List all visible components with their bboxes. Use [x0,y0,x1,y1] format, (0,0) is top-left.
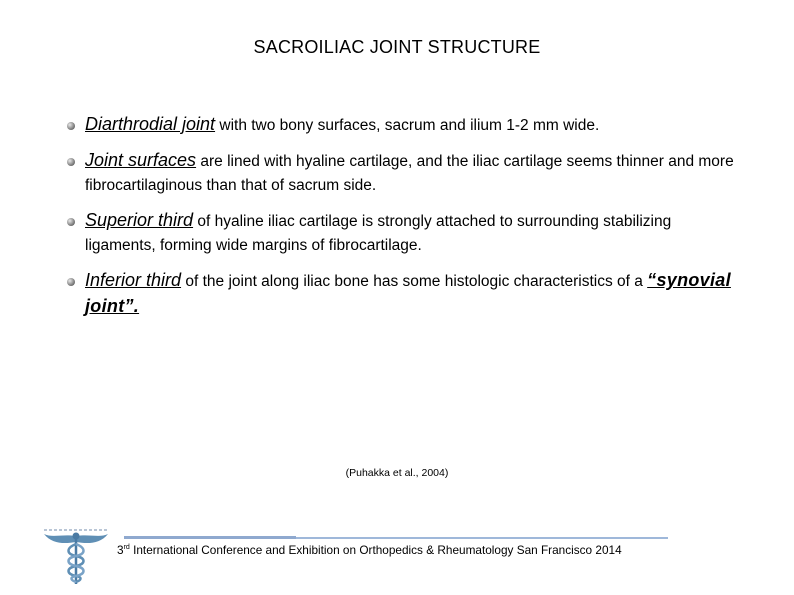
bullet-item-inferior-third [66,268,746,320]
footer-divider-line [296,537,668,539]
bullet-text: with two bony surfaces, sacrum and ilium 1-2 mm wide. [215,117,600,134]
bullet-term: Superior third [85,210,194,230]
bullet-emphasis: “synovial joint”. [85,270,731,316]
bullet-item-joint-surfaces [66,148,746,198]
bullet-list [66,112,746,320]
citation: (Puhakka et al., 2004) [345,467,449,479]
footer-conference-text [117,543,622,557]
bullet-icon [67,158,75,166]
footer-accent-line [124,536,296,539]
slide-title: SACROILIAC JOINT STRUCTURE [253,37,541,57]
bullet-icon [67,218,75,226]
caduceus-icon [38,522,114,588]
bullet-icon [67,278,75,286]
bullet-text: of the joint along iliac bone has some histologic characteristics of a [181,273,648,290]
bullet-icon [67,122,75,130]
bullet-text: of hyaline iliac cartilage is strongly attached to surrounding stabilizing ligaments, forming wide margins of fibrocartilage. [85,213,672,254]
footer-ordinal: rd [123,544,130,552]
bullet-item-superior-third [66,208,746,258]
footer-number: 3 [117,543,124,557]
footer-label: International Conference and Exhibition on Orthopedics & Rheumatology San Francisco 2014 [129,543,622,557]
bullet-item-diarthrodial [66,112,746,138]
bullet-text: are lined with hyaline cartilage, and the iliac cartilage seems thinner and more fibrocartilaginous than that of sacrum side. [85,153,734,194]
bullet-term: Inferior third [85,270,182,290]
bullet-term: Joint surfaces [85,150,197,170]
bullet-term: Diarthrodial joint [85,114,216,134]
